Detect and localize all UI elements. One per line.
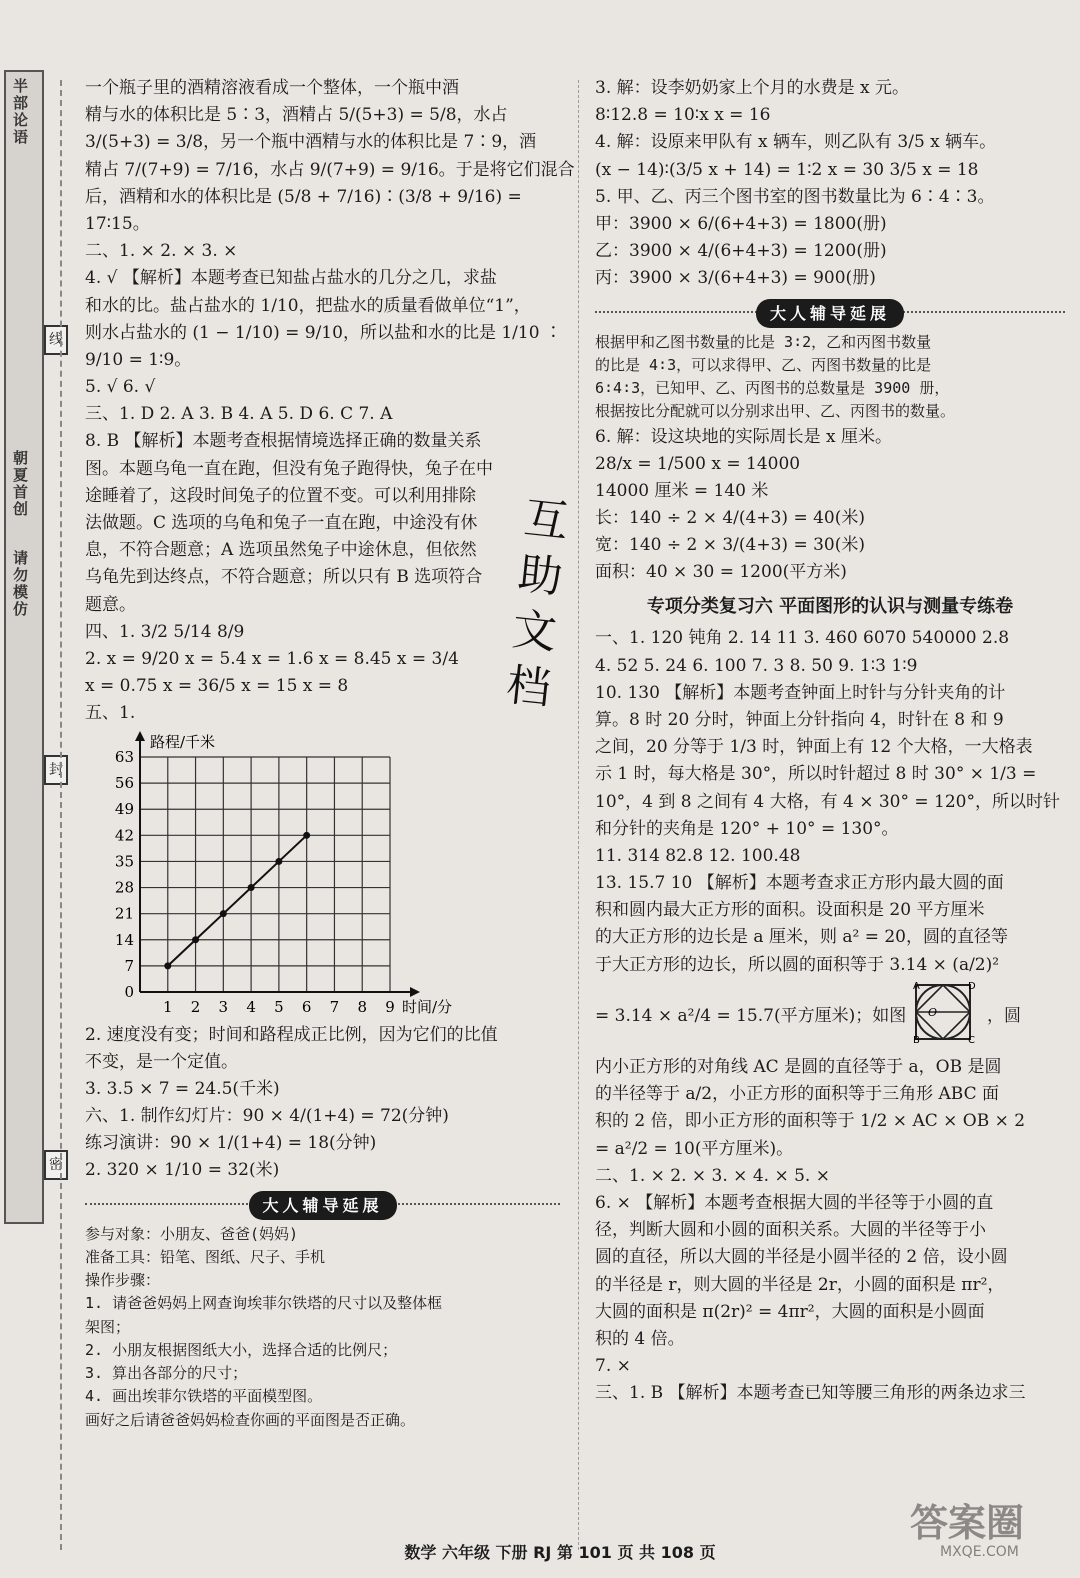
text-line: 操作步骤： — [85, 1271, 161, 1290]
text-line: 三、1. D 2. A 3. B 4. A 5. D 6. C 7. A — [85, 404, 393, 425]
text-line: 14000 厘米 = 140 米 — [595, 480, 769, 501]
text-line: 二、1. × 2. × 3. × — [85, 241, 238, 262]
text-line: 示 1 时，每大格是 30°，所以时针超过 8 时 30° × 1/3 = — [595, 764, 1037, 785]
left-column — [85, 75, 575, 1432]
text-line: 13. 15.7 10 【解析】本题考查求正方形内最大圆的面 — [595, 873, 1004, 894]
fig-label-d: D — [967, 980, 976, 992]
text-line: 4. 解：设原来甲队有 x 辆车，则乙队有 3/5 x 辆车。 — [595, 132, 997, 153]
distance-time-chart — [85, 730, 545, 1020]
y-tick-label: 7 — [124, 956, 134, 975]
x-axis-label: 时间/分 — [402, 997, 453, 1016]
text-line: 积和圆内最大正方形的面积。设面积是 20 平方厘米 — [595, 900, 985, 921]
text-line: 5. √ 6. √ — [85, 377, 156, 398]
text-line: x = 0.75 x = 36/5 x = 15 x = 8 — [85, 676, 349, 697]
right-section-1 — [595, 75, 1065, 293]
text-line: 11. 314 82.8 12. 100.48 — [595, 845, 801, 866]
x-tick-label: 6 — [301, 997, 312, 1016]
text-line: 2. 320 × 1/10 = 32(米) — [85, 1160, 280, 1181]
x-tick-label: 3 — [218, 997, 229, 1016]
text-line: 法做题。C 选项的乌龟和兔子一直在跑，中途没有休 — [85, 513, 478, 533]
text-line: 3. 算出各部分的尺寸； — [85, 1364, 248, 1383]
text-line: 圆的直径，所以大圆的半径是小圆半径的 2 倍，设小圆 — [595, 1247, 1008, 1268]
left-banner — [85, 1191, 560, 1217]
text-line: 9/10 = 1∶9。 — [85, 349, 192, 370]
text-line: 练习演讲：90 × 1/(1+4) = 18(分钟) — [85, 1133, 377, 1154]
x-tick-label: 1 — [163, 997, 173, 1016]
text-line: 后，酒精和水的体积比是 (5/8 + 7/16)∶(3/8 + 9/16) = — [85, 186, 522, 207]
y-tick-label: 56 — [114, 773, 134, 792]
fig-label-c: C — [967, 1034, 975, 1045]
text-line: 丙：3900 × 3/(6+4+3) = 900(册) — [595, 268, 876, 289]
y-tick-label: 14 — [114, 930, 134, 949]
x-tick-label: 7 — [329, 997, 340, 1016]
y-axis-label: 路程/千米 — [150, 732, 216, 751]
text-line: 之间，20 分等于 1/3 时，钟面上有 12 个大格，一大格表 — [595, 737, 1033, 758]
text-line: 5. 甲、乙、丙三个图书室的图书数量比为 6∶4∶3。 — [595, 186, 995, 207]
text-line: 1. 请爸爸妈妈上网查询埃菲尔铁塔的尺寸以及整体框 — [85, 1294, 443, 1313]
right-part-1 — [595, 625, 1065, 1162]
watermark-url: MXQE.COM — [940, 1544, 1019, 1560]
fig-label-a: A — [912, 980, 920, 992]
text-line: 7. × — [595, 1356, 631, 1377]
text-line: 4. 52 5. 24 6. 100 7. 3 8. 50 9. 1∶3 1∶9 — [595, 655, 918, 676]
left-section-3 — [85, 401, 560, 619]
left-guide — [85, 1223, 560, 1432]
text-line: 8∶12.8 = 10∶x x = 16 — [595, 105, 771, 126]
banner-label: 大人辅导延展 — [756, 299, 904, 329]
sidebar-top-text: 半部论语 — [11, 78, 29, 146]
text-line: 画好之后请爸爸妈妈检查你画的平面图是否正确。 — [85, 1410, 416, 1429]
text-line: 28/x = 1/500 x = 14000 — [595, 453, 801, 474]
text-line: 和分针的夹角是 120° + 10° = 130°。 — [595, 818, 899, 839]
figure-line — [595, 979, 1065, 1054]
text-line: 10°，4 到 8 之间有 4 大格，有 4 × 30° = 120°，所以时针 — [595, 791, 1061, 812]
text-line: 精与水的体积比是 5∶3，酒精占 5/(5+3) = 5/8，水占 — [85, 105, 508, 126]
watermark-brand: 答案圈 — [910, 1501, 1025, 1545]
series-line — [168, 835, 307, 966]
data-point — [303, 831, 310, 838]
text-line: 的半径是 r，则大圆的半径是 2r，小圆的面积是 πr²， — [595, 1274, 1005, 1295]
x-tick-label: 9 — [385, 997, 395, 1016]
text-line: 6∶4∶3，已知甲、乙、丙图书的总数量是 3900 册， — [595, 379, 950, 397]
text-line: = a²/2 = 10(平方厘米)。 — [595, 1138, 794, 1159]
handwritten-note: 互助文档 — [495, 493, 570, 722]
text-line: 精占 7/(7+9) = 7/16，水占 9/(7+9) = 9/16。于是将它们混合 — [85, 159, 575, 180]
sidebar-strip — [4, 70, 44, 1224]
data-point — [220, 910, 227, 917]
y-tick-label: 21 — [114, 904, 134, 923]
section-label: 五、1. — [85, 703, 136, 724]
text-line: 三、1. B 【解析】本题考查已知等腰三角形的两条边求三 — [595, 1383, 1026, 1404]
sidebar-mid-text-2: 请勿模仿 — [11, 550, 29, 618]
figure-text: = 3.14 × a²/4 = 15.7(平方厘米)；如图 — [595, 1005, 907, 1026]
section-title: 专项分类复习六 平面图形的认识与测量专练卷 — [646, 595, 1014, 617]
text-line: 6. 解：设这块地的实际周长是 x 厘米。 — [595, 426, 893, 447]
text-line: 3/(5+3) = 3/8，另一个瓶中酒精与水的体积比是 7∶9，酒 — [85, 132, 537, 153]
fig-label-b: B — [912, 1034, 920, 1045]
text-line: 则水占盐水的 (1 − 1/10) = 9/10，所以盐和水的比是 1/10 ∶ — [85, 322, 562, 343]
circle-square-figure — [912, 979, 982, 1054]
text-line: 四、1. 3/2 5/14 8/9 — [85, 621, 245, 642]
banner-label: 大人辅导延展 — [248, 1191, 396, 1221]
y-tick-label: 0 — [124, 982, 134, 1001]
text-line: 和水的比。盐占盐水的 1/10，把盐水的质量看做单位“1”， — [85, 295, 531, 316]
text-line: 准备工具：铅笔、图纸、尺子、手机 — [85, 1247, 326, 1266]
text-line: 一个瓶子里的酒精溶液看成一个整体，一个瓶中酒 — [85, 78, 459, 98]
text-line: 息，不符合题意；A 选项虽然兔子中途休息，但依然 — [85, 540, 477, 561]
text-line: 2. 小朋友根据图纸大小，选择合适的比例尺； — [85, 1340, 398, 1359]
text-line: 题意。 — [85, 594, 136, 615]
sidebar-box-line: 线 — [44, 325, 68, 355]
binding-sidebar — [0, 70, 63, 1570]
right-guide — [595, 331, 1065, 424]
text-line: 的大正方形的边长是 a 厘米，则 a² = 20，圆的直径等 — [595, 927, 1008, 948]
text-line: 算。8 时 20 分时，钟面上分针指向 4，时针在 8 和 9 — [595, 709, 1004, 730]
left-section-6 — [85, 1103, 560, 1185]
text-line: 4. √ 【解析】本题考查已知盐占盐水的几分之几，求盐 — [85, 268, 497, 289]
right-section-6 — [595, 424, 1065, 587]
y-tick-label: 63 — [114, 747, 134, 766]
text-line: 2. 速度没有变；时间和路程成正比例，因为它们的比值 — [85, 1024, 498, 1045]
text-line: 宽：140 ÷ 2 × 3/(4+3) = 30(米) — [595, 535, 865, 556]
text-line: 3. 3.5 × 7 = 24.5(千米) — [85, 1078, 280, 1099]
text-line: 3. 解：设李奶奶家上个月的水费是 x 元。 — [595, 78, 910, 98]
text-line: 8. B 【解析】本题考查根据情境选择正确的数量关系 — [85, 431, 482, 452]
text-line: 10. 130 【解析】本题考查钟面上时针与分针夹角的计 — [595, 682, 1006, 703]
text-line: 的比是 4∶3，可以求得甲、乙、丙图书数量的比是 — [595, 355, 932, 374]
column-divider — [578, 80, 579, 1550]
text-line: 6. × 【解析】本题考查根据大圆的半径等于小圆的直 — [595, 1192, 994, 1213]
text-line: 二、1. × 2. × 3. × 4. × 5. × — [595, 1165, 830, 1186]
left-section-2 — [85, 238, 560, 401]
x-tick-label: 5 — [274, 997, 284, 1016]
x-tick-label: 4 — [246, 997, 256, 1016]
text-line: 根据甲和乙图书数量的比是 3∶2，乙和丙图书数量 — [595, 332, 932, 351]
text-line: 参与对象：小朋友、爸爸(妈妈) — [85, 1224, 299, 1243]
text-line: 积的 2 倍，即小正方形的面积等于 1/2 × AC × OB × 2 — [595, 1111, 1026, 1132]
left-para1 — [85, 75, 575, 238]
data-point — [192, 936, 199, 943]
text-line: 的半径等于 a/2，小正方形的面积等于三角形 ABC 面 — [595, 1084, 999, 1105]
text-line: 长：140 ÷ 2 × 4/(4+3) = 40(米) — [595, 508, 865, 529]
text-line: 积的 4 倍。 — [595, 1328, 685, 1349]
text-line: 根据按比分配就可以分别求出甲、乙、丙图书的数量。 — [595, 402, 956, 421]
y-axis-arrow — [135, 731, 145, 741]
left-section-5 — [85, 700, 560, 1103]
text-line: 面积：40 × 30 = 1200(平方米) — [595, 562, 847, 583]
y-tick-label: 28 — [114, 878, 134, 897]
sidebar-box-seal: 封 — [44, 755, 68, 785]
sidebar-mid-text: 朝夏首创 — [11, 450, 29, 518]
text-line: 内小正方形的对角线 AC 是圆的直径等于 a，OB 是圆 — [595, 1057, 1002, 1078]
text-line: 甲：3900 × 6/(6+4+3) = 1800(册) — [595, 213, 887, 234]
data-point — [248, 884, 255, 891]
x-tick-label: 2 — [190, 997, 201, 1016]
data-point — [164, 962, 171, 969]
y-tick-label: 42 — [114, 825, 134, 844]
text-line: 2. x = 9/20 x = 5.4 x = 1.6 x = 8.45 x = 3/4 — [85, 648, 459, 669]
text-line: 一、1. 120 钝角 2. 14 11 3. 460 6070 540000 2.8 — [595, 628, 1010, 649]
right-banner — [595, 299, 1065, 325]
page-footer: 数学 六年级 下册 RJ 第 101 页 共 108 页 — [404, 1543, 716, 1562]
left-section-4 — [85, 619, 560, 701]
x-axis-arrow — [410, 987, 420, 997]
text-line: 乙：3900 × 4/(6+4+3) = 1200(册) — [595, 241, 887, 262]
watermark-logo — [880, 1492, 1065, 1572]
right-column — [595, 75, 1065, 1407]
chart-svg — [85, 730, 545, 1020]
text-line: 不变，是一个定值。 — [85, 1051, 238, 1072]
sidebar-box-secret: 密 — [44, 1150, 68, 1180]
text-line: 途睡着了，这段时间兔子的位置不变。可以利用排除 — [85, 485, 476, 506]
x-tick-label: 8 — [357, 997, 367, 1016]
text-line: 大圆的面积是 π(2r)² = 4πr²，大圆的面积是小圆面 — [595, 1301, 985, 1322]
figure-suffix: ，圆 — [987, 1005, 1022, 1026]
y-tick-label: 49 — [114, 799, 134, 818]
fig-label-o: O — [927, 1005, 937, 1019]
text-line: (x − 14)∶(3/5 x + 14) = 1∶2 x = 30 3/5 x = 18 — [595, 159, 979, 180]
y-tick-label: 35 — [114, 851, 134, 870]
data-point — [275, 857, 282, 864]
text-line: 于大正方形的边长，所以圆的面积等于 3.14 × (a/2)² — [595, 954, 1000, 975]
text-line: 六、1. 制作幻灯片：90 × 4/(1+4) = 72(分钟) — [85, 1106, 449, 1127]
text-line: 架图； — [85, 1317, 131, 1336]
text-line: 乌龟先到达终点，不符合题意；所以只有 B 选项符合 — [85, 567, 483, 588]
right-part-2 — [595, 1163, 1065, 1408]
binding-dashed-line — [60, 80, 62, 1550]
text-line: 17∶15。 — [85, 213, 150, 234]
text-line: 径，判断大圆和小圆的面积关系。大圆的半径等于小 — [595, 1220, 986, 1241]
text-line: 4. 画出埃菲尔铁塔的平面模型图。 — [85, 1387, 323, 1406]
text-line: 图。本题乌龟一直在跑，但没有兔子跑得快，兔子在中 — [85, 458, 493, 479]
